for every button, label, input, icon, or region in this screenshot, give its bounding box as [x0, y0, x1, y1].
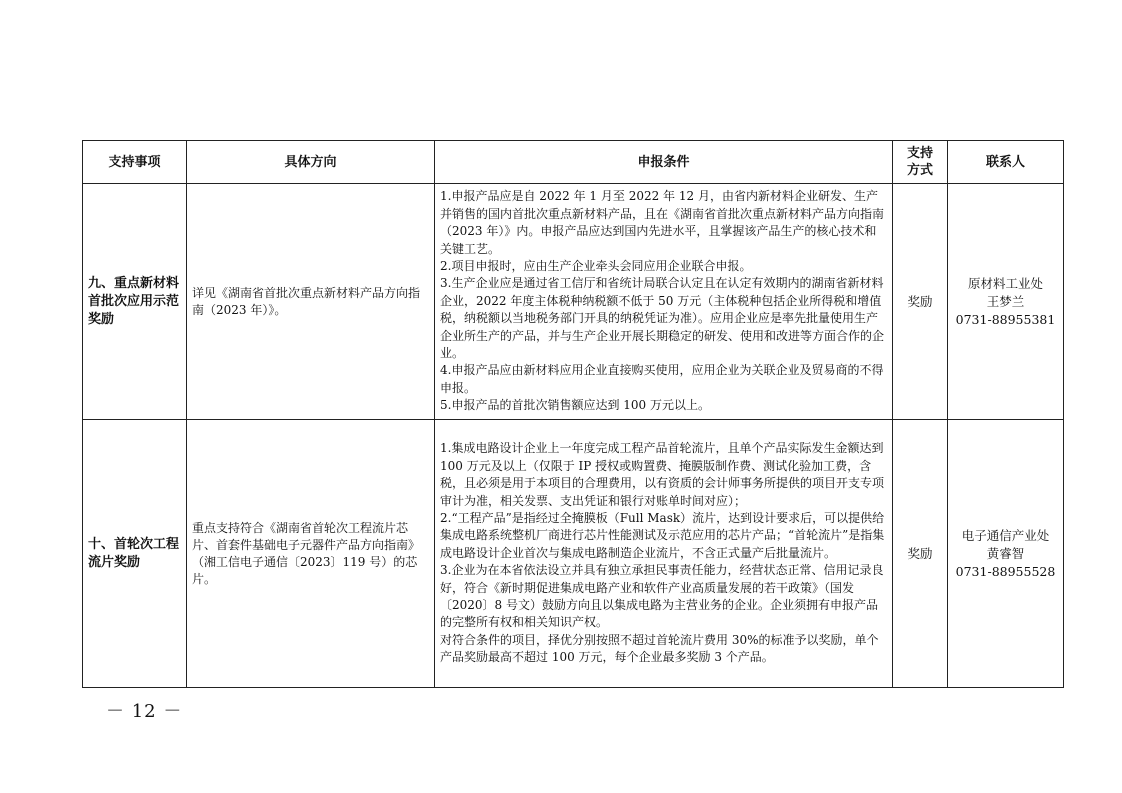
- contact-person: 王梦兰: [986, 293, 1025, 309]
- header-direction: 具体方向: [187, 141, 435, 184]
- condition-line: 5.申报产品的首批次销售额应达到 100 万元以上。: [440, 398, 710, 413]
- header-support-item: 支持事项: [83, 141, 187, 184]
- condition-line: 3.生产企业应是通过省工信厅和省统计局联合认定且在认定有效期内的湖南省新材料企业，2022 年度主体税种纳税额不低于 50 万元（主体税种包括企业所得税和增值税，纳税额以当地税务部门开具的纳税凭证为准）。应用企业应是率先批量使用生产企业所生产的产品，并与生产企业开展长期稳定的研发、使用和改进等方面合作的企业。: [440, 276, 885, 361]
- row-contact: [948, 420, 1064, 688]
- table-header-row: [83, 141, 1064, 184]
- contact-phone: 0731-88955528: [955, 563, 1056, 579]
- header-contact: 联系人: [948, 141, 1064, 184]
- page-number: － 12 －: [106, 701, 183, 722]
- policy-table: [82, 140, 1064, 688]
- row-conditions: [435, 184, 893, 420]
- condition-line: 对符合条件的项目，择优分别按照不超过首轮流片费用 30%的标准予以奖励，单个产品奖励最高不超过 100 万元，每个企业最多奖励 3 个产品。: [440, 632, 879, 665]
- contact-phone: 0731-88955381: [955, 311, 1056, 327]
- row-item-title: 九、重点新材料首批次应用示范奖励: [83, 184, 187, 420]
- row-item-title: 十、首轮次工程流片奖励: [83, 420, 187, 688]
- row-direction: 详见《湖南省首批次重点新材料产品方向指南（2023 年）》。: [187, 184, 435, 420]
- row-conditions: [435, 420, 893, 688]
- row-support-method: 奖励: [893, 420, 948, 688]
- condition-line: 1.集成电路设计企业上一年度完成工程产品首轮流片，且单个产品实际发生金额达到 100 万元及以上（仅限于 IP 授权或购置费、掩膜版制作费、测试化验加工费，含税，且必须是用于本项目的合理费用，以有资质的会计师事务所提供的项目开支专项审计为准，相关发票、支出凭证和银行对账单时间对应）；: [440, 441, 888, 508]
- row-support-method: 奖励: [893, 184, 948, 420]
- contact-department: 电子通信产业处: [961, 527, 1050, 543]
- header-conditions: 申报条件: [435, 141, 893, 184]
- condition-line: 2.“工程产品”是指经过全掩膜板（Full Mask）流片，达到设计要求后，可以提供给集成电路系统整机厂商进行芯片性能测试及示范应用的芯片产品；“首轮流片”是指集成电路设计企业首次与集成电路制造企业流片，不含正式量产后批量流片。: [440, 510, 885, 560]
- header-support-method: 支持 方式: [893, 141, 948, 184]
- condition-line: 4.申报产品应由新材料应用企业直接购买使用，应用企业为关联企业及贸易商的不得申报。: [440, 363, 884, 395]
- row-direction: 重点支持符合《湖南省首轮次工程流片芯片、首套件基础电子元器件产品方向指南》（湘工信电子通信〔2023〕119 号）的芯片。: [187, 420, 435, 688]
- condition-line: 2.项目申报时，应由生产企业牵头会同应用企业联合申报。: [440, 258, 752, 273]
- condition-line: 3.企业为在本省依法设立并具有独立承担民事责任能力，经营状态正常、信用记录良好，符合《新时期促进集成电路产业和软件产业高质量发展的若干政策》（国发〔2020〕8 号文）鼓励方向且以集成电路为主营业务的企业。企业须拥有申报产品的完整所有权和相关知识产权。: [440, 563, 884, 630]
- table-row: [83, 184, 1064, 420]
- contact-department: 原材料工业处: [967, 275, 1043, 291]
- contact-person: 黄睿智: [986, 545, 1025, 561]
- row-contact: [948, 184, 1064, 420]
- condition-line: 1.申报产品应是自 2022 年 1 月至 2022 年 12 月，由省内新材料企业研发、生产并销售的国内首批次重点新材料产品，且在《湖南省首批次重点新材料产品方向指南（2023 年）》内。申报产品应达到国内先进水平，且掌握该产品生产的核心技术和关键工艺。: [440, 189, 885, 256]
- table-row: [83, 420, 1064, 688]
